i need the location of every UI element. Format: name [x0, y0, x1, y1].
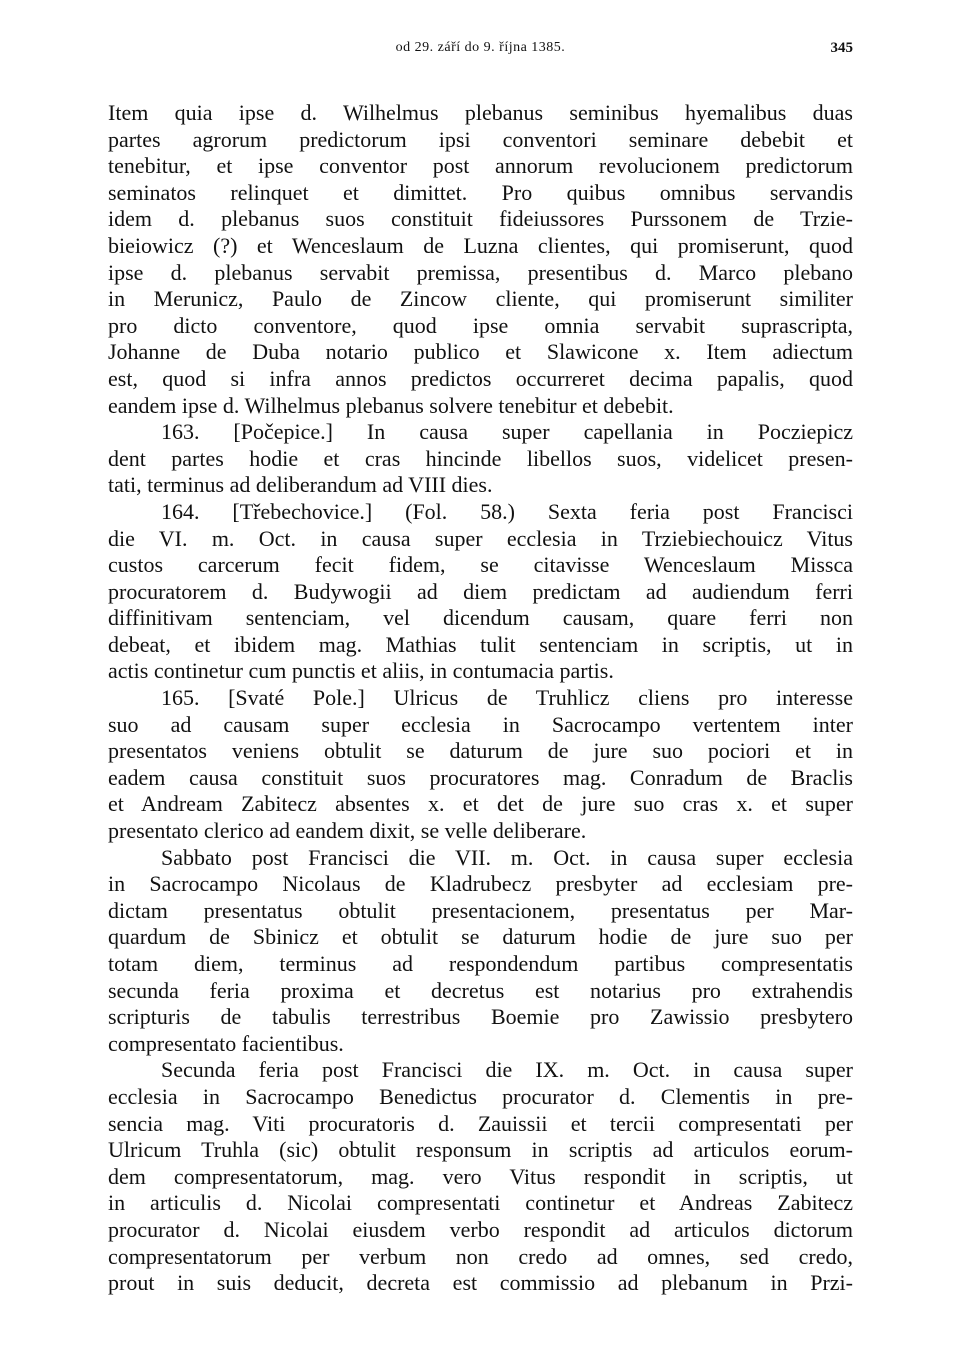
text-line: quardum de Sbinicz et obtulit se daturum hodie de jure suo per: [108, 924, 853, 950]
text-line: Secunda feria post Francisci die IX. m. Oct. in causa super: [161, 1057, 853, 1083]
text-line: secunda feria proxima et decretus est notarius pro extrahendis: [108, 977, 853, 1003]
text-line: in articulis d. Nicolai compresentati continetur et Andreas Zabitecz: [108, 1190, 853, 1216]
text-line: tati, terminus ad deliberandum ad VIII dies.: [108, 472, 493, 498]
running-head: od 29. září do 9. října 1385.: [395, 40, 566, 55]
text-line: ipse d. plebanus servabit premissa, presentibus d. Marco plebano: [108, 259, 853, 285]
text-line: in Merunicz, Paulo de Zincow cliente, qui promiserunt similiter: [108, 286, 853, 312]
document-page: [108, 0, 853, 1297]
text-line: actis continetur cum punctis et aliis, in contumacia partis.: [108, 658, 614, 684]
text-line: dictam presentatus obtulit presentacionem, presentatus per Mar-: [108, 897, 853, 923]
text-line: suo ad causam super ecclesia in Sacrocampo vertentem inter: [108, 711, 853, 737]
text-line: eandem ipse d. Wilhelmus plebanus solvere tenebitur et debebit.: [108, 392, 674, 418]
page-number: 345: [830, 40, 853, 56]
text-line: diffinitivam sentenciam, vel dicendum causam, quare ferri non: [108, 605, 853, 631]
text-line: procurator d. Nicolai eiusdem verbo respondit ad articulos dictorum: [108, 1216, 853, 1242]
text-line: idem d. plebanus suos constituit fideiussores Purssonem de Trzie-: [108, 206, 853, 232]
text-line: Ulricum Truhla (sic) obtulit responsum in scriptis ad articulos eorum-: [108, 1137, 853, 1163]
text-line: presentatos veniens obtulit se daturum de jure suo pociori et in: [108, 738, 853, 764]
text-line: prout in suis deducit, decreta est commissio ad plebanum in Przi-: [108, 1270, 853, 1296]
text-line: tenebitur, et ipse conventor post annorum revolucionem predictorum: [108, 153, 853, 179]
body-text: [108, 100, 853, 1297]
text-line: procuratorem d. Budywogii ad diem predictam ad audiendum ferri: [108, 578, 853, 604]
text-line: est, quod si infra annos predictos occurreret decima papalis, quod: [108, 365, 853, 391]
text-line: 165. [Svaté Pole.] Ulricus de Truhlicz cliens pro interesse: [161, 685, 853, 711]
text-line: 163. [Počepice.] In causa super capellania in Pocziepicz: [161, 419, 853, 445]
text-line: die VI. m. Oct. in causa super ecclesia in Trziebiechouicz Vitus: [108, 525, 853, 551]
text-line: dem compresentatorum, mag. vero Vitus respondit in scriptis, ut: [108, 1163, 853, 1189]
text-line: compresentato facientibus.: [108, 1030, 344, 1056]
text-line: 164. [Třebechovice.] (Fol. 58.) Sexta feria post Francisci: [161, 498, 853, 524]
text-line: dent partes hodie et cras hincinde libellos suos, videlicet presen-: [108, 445, 853, 471]
text-line: bieiowicz (?) et Wenceslaum de Luzna clientes, qui promiserunt, quod: [108, 232, 853, 258]
text-line: presentato clerico ad eandem dixit, se velle deliberare.: [108, 818, 587, 844]
text-line: Johanne de Duba notario publico et Slawicone x. Item adiectum: [108, 339, 853, 365]
text-line: et Andream Zabitecz absentes x. et det de jure suo cras x. et super: [108, 791, 853, 817]
text-line: partes agrorum predictorum ipsi conventori seminare debebit et: [108, 126, 853, 152]
text-line: custos carcerum fecit fidem, se citavisse Wenceslaum Missca: [108, 552, 853, 578]
text-line: scripturis de tabulis terrestribus Boemie pro Zawissio presbytero: [108, 1004, 853, 1030]
text-line: pro dicto conventore, quod ipse omnia servabit suprascripta,: [108, 312, 853, 338]
text-line: in Sacrocampo Nicolaus de Kladrubecz presbyter ad ecclesiam pre-: [108, 871, 853, 897]
text-line: eadem causa constituit suos procuratores mag. Conradum de Braclis: [108, 764, 853, 790]
text-line: Item quia ipse d. Wilhelmus plebanus seminibus hyemalibus duas: [108, 100, 853, 125]
text-line: debeat, et ibidem mag. Mathias tulit sentenciam in scriptis, ut in: [108, 631, 853, 657]
text-line: compresentatorum per verbum non credo ad omnes, sed credo,: [108, 1243, 853, 1269]
text-line: seminatos relinquet et dimittet. Pro quibus omnibus servandis: [108, 179, 853, 205]
text-line: totam diem, terminus ad respondendum partibus compresentatis: [108, 951, 853, 976]
text-line: Sabbato post Francisci die VII. m. Oct. in causa super ecclesia: [161, 844, 853, 870]
text-line: ecclesia in Sacrocampo Benedictus procurator d. Clementis in pre-: [108, 1083, 853, 1109]
page-header: [108, 40, 853, 80]
text-line: sencia mag. Viti procuratoris d. Zauissii et tercii compresentati per: [108, 1110, 853, 1136]
